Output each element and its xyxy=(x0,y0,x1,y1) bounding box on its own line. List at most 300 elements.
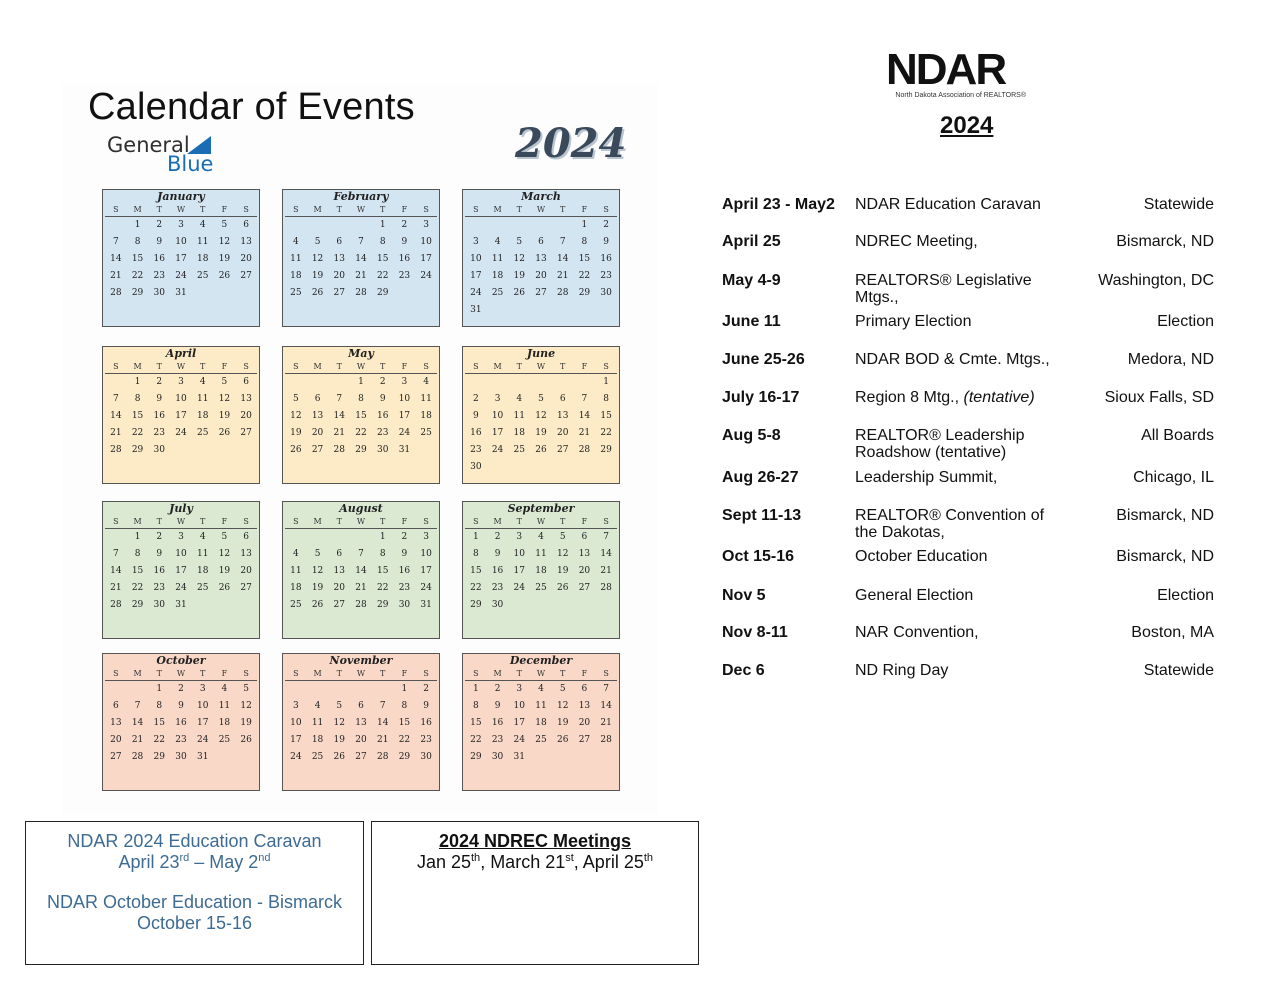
day-cell: 17 xyxy=(196,718,209,728)
day-cell: 1 xyxy=(603,377,609,387)
weekday-header: T xyxy=(192,668,214,681)
day-cell: 11 xyxy=(196,549,209,559)
day-cell: 6 xyxy=(314,394,321,404)
day-cell: 30 xyxy=(153,445,165,455)
day-cell: 9 xyxy=(401,549,408,559)
day-cell: 30 xyxy=(491,600,504,610)
weekday-header: T xyxy=(148,668,170,681)
day-cell: 29 xyxy=(470,752,482,762)
day-cell: 19 xyxy=(556,566,569,576)
day-cell: 21 xyxy=(333,428,345,438)
weekday-header: T xyxy=(372,361,394,374)
empty-day xyxy=(328,529,350,546)
day-cell: 18 xyxy=(513,428,525,438)
day-cell: 23 xyxy=(376,428,389,438)
weekday-header: S xyxy=(465,516,487,529)
day-cell: 1 xyxy=(379,220,386,230)
day-cell: 6 xyxy=(581,684,588,694)
day-cell: 1 xyxy=(401,684,408,694)
event-date: May 4-9 xyxy=(722,272,781,289)
weekday-header: F xyxy=(214,668,236,681)
day-cell: 26 xyxy=(240,735,252,745)
callout-line-1: NDAR 2024 Education Caravan xyxy=(67,831,322,851)
month-july xyxy=(102,501,260,639)
day-cell: 4 xyxy=(221,684,228,694)
day-cell: 16 xyxy=(376,411,389,421)
day-cell: 20 xyxy=(578,718,591,728)
day-cell: 10 xyxy=(175,394,187,404)
event-name: ND Ring Day xyxy=(855,662,949,679)
event-date: Aug 26-27 xyxy=(722,469,799,486)
day-cell: 25 xyxy=(196,428,209,438)
weekday-header: T xyxy=(508,516,530,529)
weekday-header: M xyxy=(127,668,149,681)
day-cell: 4 xyxy=(516,394,523,404)
weekday-header: F xyxy=(394,516,416,529)
day-cell: 21 xyxy=(355,583,367,593)
day-cell: 15 xyxy=(600,411,612,421)
day-cell: 7 xyxy=(603,532,609,542)
day-cell: 17 xyxy=(175,254,187,264)
day-cell: 2 xyxy=(379,377,386,387)
day-cell: 21 xyxy=(600,566,612,576)
day-cell: 27 xyxy=(578,583,591,593)
weekday-header: T xyxy=(508,204,530,217)
day-cell: 11 xyxy=(218,701,231,711)
empty-day xyxy=(328,681,350,698)
day-cell: 14 xyxy=(131,718,144,728)
day-cell: 1 xyxy=(134,377,141,387)
day-cell: 9 xyxy=(156,237,163,247)
month-name: June xyxy=(526,347,556,360)
day-cell: 7 xyxy=(112,394,119,404)
day-cell: 7 xyxy=(112,549,119,559)
empty-day xyxy=(465,374,487,391)
day-cell: 16 xyxy=(470,428,482,438)
day-cell: 24 xyxy=(420,271,432,281)
event-name: NAR Convention, xyxy=(855,624,979,641)
month-name: February xyxy=(333,190,389,203)
day-cell: 20 xyxy=(311,428,324,438)
month-name: July xyxy=(169,502,193,515)
event-date: July 16-17 xyxy=(722,389,800,406)
day-cell: 15 xyxy=(470,718,482,728)
day-cell: 24 xyxy=(513,583,525,593)
day-cell: 25 xyxy=(311,752,324,762)
day-cell: 26 xyxy=(218,271,231,281)
weekday-header: T xyxy=(372,204,394,217)
weekday-header: M xyxy=(487,668,509,681)
day-cell: 17 xyxy=(175,566,187,576)
weekday-header: W xyxy=(170,516,192,529)
day-cell: 25 xyxy=(535,583,547,593)
day-cell: 26 xyxy=(556,735,569,745)
day-cell: 4 xyxy=(314,701,321,711)
weekday-header: F xyxy=(214,516,236,529)
day-cell: 15 xyxy=(578,254,591,264)
day-cell: 3 xyxy=(178,532,184,542)
weekday-header: T xyxy=(148,361,170,374)
event-location: Statewide xyxy=(1143,662,1214,679)
day-cell: 12 xyxy=(218,394,231,404)
day-cell: 14 xyxy=(600,549,612,559)
day-cell: 5 xyxy=(221,220,228,230)
day-cell: 14 xyxy=(333,411,345,421)
day-cell: 3 xyxy=(401,377,408,387)
day-cell: 9 xyxy=(156,394,163,404)
day-cell: 19 xyxy=(240,718,252,728)
day-cell: 13 xyxy=(240,394,252,404)
event-date: June 11 xyxy=(722,313,781,330)
month-name: August xyxy=(339,502,383,515)
ndrec-heading: 2024 NDREC Meetings xyxy=(438,831,632,851)
day-cell: 16 xyxy=(491,718,504,728)
day-cell: 13 xyxy=(333,566,345,576)
day-cell: 18 xyxy=(196,566,209,576)
day-cell: 3 xyxy=(516,684,523,694)
day-cell: 26 xyxy=(333,752,345,762)
day-cell: 4 xyxy=(423,377,429,387)
event-date: Oct 15-16 xyxy=(722,548,795,565)
day-cell: 9 xyxy=(603,237,609,247)
empty-day xyxy=(105,374,127,391)
day-cell: 8 xyxy=(156,701,163,711)
day-cell: 28 xyxy=(578,445,591,455)
day-cell: 18 xyxy=(535,566,547,576)
day-cell: 5 xyxy=(314,237,321,247)
empty-day xyxy=(372,681,394,698)
day-cell: 25 xyxy=(491,288,504,298)
day-cell: 12 xyxy=(513,254,525,264)
day-cell: 29 xyxy=(470,600,482,610)
day-cell: 3 xyxy=(472,237,479,247)
day-cell: 28 xyxy=(556,288,569,298)
weekday-header: W xyxy=(350,668,372,681)
day-cell: 16 xyxy=(153,411,165,421)
weekday-header: T xyxy=(328,516,350,529)
event-location: Chicago, IL xyxy=(1133,469,1214,486)
event-name: REALTOR® Convention of the Dakotas, xyxy=(855,507,1045,541)
day-cell: 13 xyxy=(578,701,591,711)
day-cell: 16 xyxy=(600,254,612,264)
day-cell: 16 xyxy=(491,566,504,576)
weekday-header: T xyxy=(552,516,574,529)
day-cell: 15 xyxy=(131,566,144,576)
empty-day xyxy=(465,217,487,234)
day-cell: 8 xyxy=(603,394,609,404)
weekday-header: T xyxy=(552,668,574,681)
calendar-title: Calendar of Events xyxy=(88,86,415,128)
event-date: Aug 5-8 xyxy=(722,427,781,444)
day-cell: 16 xyxy=(398,254,411,264)
event-date: April 25 xyxy=(722,233,781,250)
weekday-header: S xyxy=(415,361,437,374)
day-cell: 7 xyxy=(559,237,566,247)
day-cell: 17 xyxy=(398,411,411,421)
day-cell: 5 xyxy=(221,532,228,542)
day-cell: 14 xyxy=(110,254,122,264)
day-cell: 1 xyxy=(472,684,479,694)
day-cell: 3 xyxy=(516,532,523,542)
day-cell: 18 xyxy=(196,254,209,264)
weekday-header: S xyxy=(285,204,307,217)
day-cell: 15 xyxy=(153,718,165,728)
day-cell: 22 xyxy=(600,428,612,438)
day-cell: 6 xyxy=(243,532,249,542)
event-name: General Election xyxy=(855,587,974,604)
weekday-header: W xyxy=(350,204,372,217)
day-cell: 8 xyxy=(379,237,386,247)
day-cell: 24 xyxy=(470,288,482,298)
day-cell: 13 xyxy=(355,718,367,728)
day-cell: 11 xyxy=(311,718,324,728)
ndrec-dates: Jan 25th, March 21st, April 25th xyxy=(416,852,654,872)
month-april xyxy=(102,346,260,484)
day-cell: 16 xyxy=(420,718,432,728)
day-cell: 12 xyxy=(311,566,324,576)
event-location: Washington, DC xyxy=(1098,272,1214,289)
weekday-header: S xyxy=(105,516,127,529)
day-cell: 26 xyxy=(218,428,231,438)
day-cell: 24 xyxy=(420,583,432,593)
weekday-header: T xyxy=(372,516,394,529)
day-cell: 3 xyxy=(423,220,429,230)
day-cell: 13 xyxy=(578,549,591,559)
empty-day xyxy=(328,374,350,391)
weekday-header: F xyxy=(394,204,416,217)
weekday-header: W xyxy=(530,361,552,374)
weekday-header: S xyxy=(105,204,127,217)
month-name: January xyxy=(157,190,205,203)
empty-day xyxy=(307,529,329,546)
day-cell: 15 xyxy=(470,566,482,576)
day-cell: 4 xyxy=(292,549,299,559)
month-name: September xyxy=(507,502,575,515)
day-cell: 26 xyxy=(311,600,324,610)
weekday-header: F xyxy=(574,361,596,374)
day-cell: 28 xyxy=(376,752,389,762)
day-cell: 19 xyxy=(535,428,547,438)
day-cell: 20 xyxy=(556,428,569,438)
day-cell: 31 xyxy=(175,600,187,610)
month-name: November xyxy=(329,654,393,667)
day-cell: 25 xyxy=(196,271,209,281)
month-march xyxy=(462,189,620,327)
day-cell: 19 xyxy=(556,718,569,728)
ndrec-meetings-callout xyxy=(371,821,699,965)
weekday-header: T xyxy=(552,361,574,374)
empty-day xyxy=(285,374,307,391)
day-cell: 10 xyxy=(398,394,411,404)
weekday-header: S xyxy=(415,516,437,529)
day-cell: 3 xyxy=(423,532,429,542)
day-cell: 22 xyxy=(131,583,144,593)
calendar-year: 2024 xyxy=(515,120,627,167)
day-cell: 9 xyxy=(401,237,408,247)
weekday-header: M xyxy=(307,668,329,681)
day-cell: 1 xyxy=(581,220,588,230)
day-cell: 21 xyxy=(110,428,122,438)
weekday-header: T xyxy=(328,668,350,681)
day-cell: 10 xyxy=(420,549,432,559)
day-cell: 13 xyxy=(556,411,569,421)
weekday-header: M xyxy=(127,516,149,529)
weekday-header: W xyxy=(530,668,552,681)
day-cell: 28 xyxy=(600,583,612,593)
day-cell: 15 xyxy=(376,254,389,264)
day-cell: 22 xyxy=(376,271,389,281)
event-name: NDREC Meeting, xyxy=(855,233,978,250)
day-cell: 17 xyxy=(175,411,187,421)
weekday-header: S xyxy=(105,668,127,681)
day-cell: 30 xyxy=(491,752,504,762)
event-name: NDAR BOD & Cmte. Mtgs., xyxy=(855,351,1050,368)
day-cell: 18 xyxy=(535,718,547,728)
event-location: Sioux Falls, SD xyxy=(1104,389,1214,406)
weekday-header: S xyxy=(235,204,257,217)
month-january xyxy=(102,189,260,327)
day-cell: 3 xyxy=(199,684,206,694)
general-blue-logo xyxy=(107,133,217,177)
event-name: Primary Election xyxy=(855,313,972,330)
day-cell: 22 xyxy=(398,735,411,745)
day-cell: 9 xyxy=(379,394,386,404)
day-cell: 12 xyxy=(333,718,345,728)
day-cell: 6 xyxy=(112,701,119,711)
day-cell: 17 xyxy=(470,271,482,281)
empty-day xyxy=(350,217,372,234)
empty-day xyxy=(487,374,509,391)
day-cell: 2 xyxy=(156,532,163,542)
day-cell: 27 xyxy=(240,428,252,438)
day-cell: 18 xyxy=(290,271,302,281)
day-cell: 29 xyxy=(578,288,591,298)
day-cell: 18 xyxy=(218,718,231,728)
day-cell: 18 xyxy=(311,735,324,745)
empty-day xyxy=(530,374,552,391)
day-cell: 28 xyxy=(600,735,612,745)
education-callout xyxy=(25,821,364,965)
day-cell: 19 xyxy=(513,271,525,281)
day-cell: 24 xyxy=(513,735,525,745)
day-cell: 20 xyxy=(110,735,122,745)
weekday-header: W xyxy=(530,516,552,529)
weekday-header: T xyxy=(148,204,170,217)
day-cell: 6 xyxy=(336,237,343,247)
weekday-header: S xyxy=(415,204,437,217)
day-cell: 31 xyxy=(175,288,187,298)
month-name: May xyxy=(348,347,374,360)
callout-line-4: October 15-16 xyxy=(136,913,253,933)
day-cell: 14 xyxy=(600,701,612,711)
event-date: April 23 - May2 xyxy=(722,196,835,213)
day-cell: 27 xyxy=(578,735,591,745)
day-cell: 11 xyxy=(535,701,547,711)
day-cell: 8 xyxy=(401,701,408,711)
weekday-header: F xyxy=(574,668,596,681)
day-cell: 6 xyxy=(559,394,566,404)
event-location: Statewide xyxy=(1143,196,1214,213)
day-cell: 24 xyxy=(491,445,504,455)
weekday-header: S xyxy=(235,361,257,374)
day-cell: 8 xyxy=(472,549,479,559)
day-cell: 9 xyxy=(472,411,479,421)
weekday-header: W xyxy=(530,204,552,217)
event-date: June 25-26 xyxy=(722,351,805,368)
event-name: REALTORS® Legislative Mtgs., xyxy=(855,272,1032,306)
events-year-heading: 2024 xyxy=(940,112,994,139)
day-cell: 21 xyxy=(376,735,389,745)
day-cell: 7 xyxy=(134,701,141,711)
empty-day xyxy=(574,374,596,391)
month-name: April xyxy=(165,347,197,360)
event-date: Dec 6 xyxy=(722,662,765,679)
day-cell: 3 xyxy=(178,377,184,387)
day-cell: 12 xyxy=(556,701,569,711)
day-cell: 21 xyxy=(131,735,144,745)
day-cell: 31 xyxy=(420,600,432,610)
day-cell: 12 xyxy=(218,549,231,559)
day-cell: 5 xyxy=(314,549,321,559)
day-cell: 23 xyxy=(470,445,482,455)
event-location: Election xyxy=(1157,587,1214,604)
day-cell: 19 xyxy=(218,566,231,576)
event-name-note: (tentative) xyxy=(963,389,1035,406)
day-cell: 20 xyxy=(240,566,252,576)
day-cell: 17 xyxy=(420,566,432,576)
weekday-header: S xyxy=(465,204,487,217)
day-cell: 13 xyxy=(311,411,324,421)
day-cell: 11 xyxy=(420,394,432,404)
day-cell: 25 xyxy=(290,288,302,298)
day-cell: 22 xyxy=(470,583,482,593)
ndar-logo-text: NDAR xyxy=(886,45,1006,94)
day-cell: 3 xyxy=(178,220,184,230)
day-cell: 29 xyxy=(398,752,411,762)
day-cell: 30 xyxy=(470,462,482,472)
day-cell: 23 xyxy=(420,735,432,745)
day-cell: 29 xyxy=(355,445,367,455)
day-cell: 2 xyxy=(401,220,408,230)
day-cell: 12 xyxy=(240,701,252,711)
ndar-logo xyxy=(886,45,1030,99)
day-cell: 25 xyxy=(218,735,231,745)
day-cell: 14 xyxy=(355,254,367,264)
day-cell: 30 xyxy=(175,752,187,762)
day-cell: 27 xyxy=(333,600,345,610)
weekday-header: T xyxy=(372,668,394,681)
callout-line-3: NDAR October Education - Bismarck xyxy=(46,892,343,912)
day-cell: 10 xyxy=(290,718,302,728)
day-cell: 24 xyxy=(175,583,187,593)
weekday-header: M xyxy=(127,204,149,217)
day-cell: 10 xyxy=(513,701,525,711)
day-cell: 26 xyxy=(535,445,547,455)
day-cell: 27 xyxy=(556,445,569,455)
day-cell: 1 xyxy=(472,532,479,542)
empty-day xyxy=(127,681,149,698)
day-cell: 3 xyxy=(292,701,299,711)
month-june xyxy=(462,346,620,484)
weekday-header: S xyxy=(235,668,257,681)
day-cell: 11 xyxy=(196,394,209,404)
day-cell: 29 xyxy=(153,752,165,762)
event-location: Bismarck, ND xyxy=(1116,548,1214,565)
day-cell: 23 xyxy=(153,583,165,593)
day-cell: 7 xyxy=(603,684,609,694)
weekday-header: S xyxy=(235,516,257,529)
day-cell: 10 xyxy=(175,549,187,559)
